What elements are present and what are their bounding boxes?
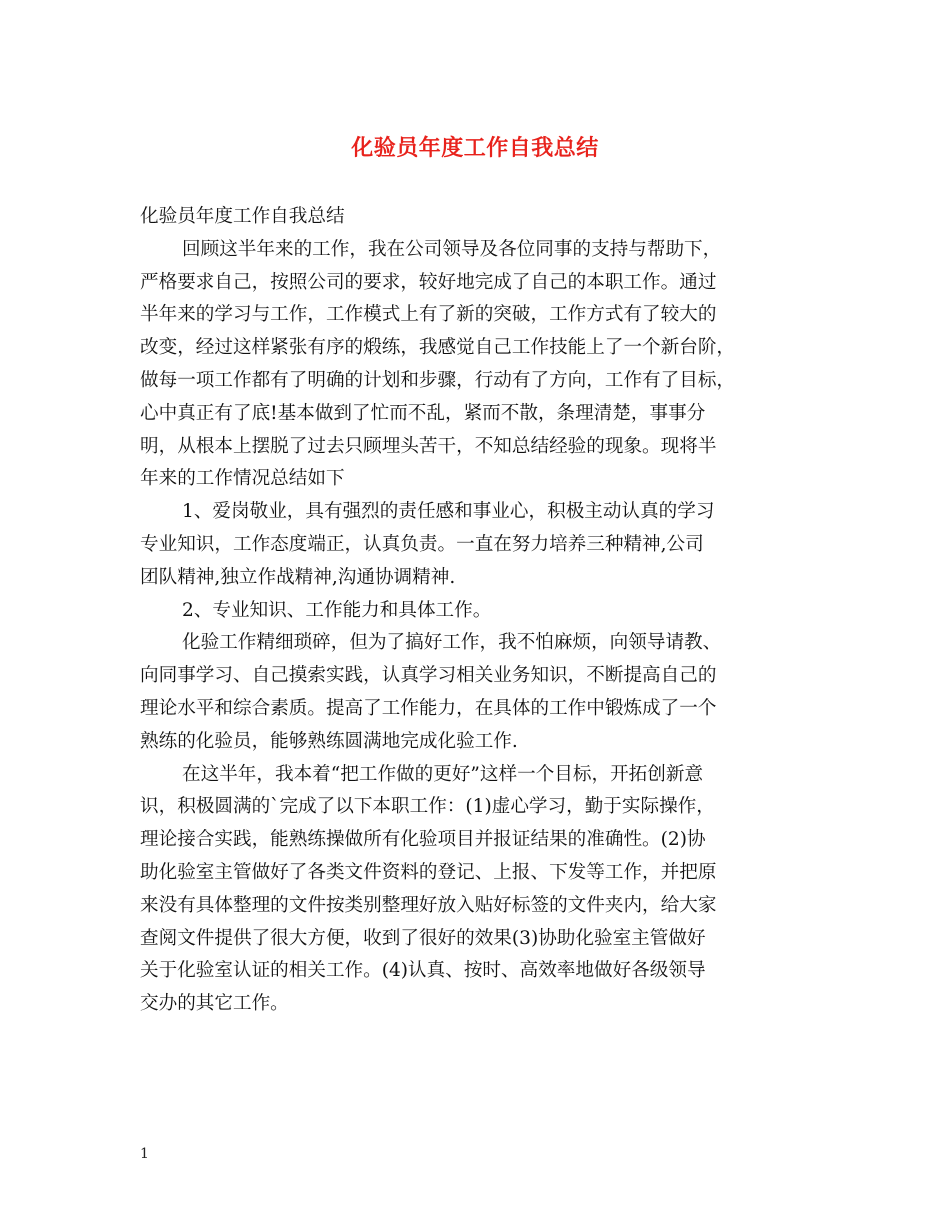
document-body bbox=[140, 201, 812, 1021]
paragraph-line: 理论水平和综合素质。提高了工作能力，在具体的工作中锻炼成了一个 bbox=[140, 697, 717, 719]
paragraph-line: 回顾这半年来的工作，我在公司领导及各位同事的支持与帮助下， bbox=[182, 238, 722, 260]
paragraph-line: 做每一项工作都有了明确的计划和步骤，行动有了方向，工作有了目标， bbox=[140, 369, 736, 391]
paragraph-line: 心中真正有了底!基本做到了忙而不乱，紧而不散，条理清楚，事事分 bbox=[140, 402, 706, 424]
paragraph-line: 1、爱岗敬业，具有强烈的责任感和事业心，积极主动认真的学习 bbox=[182, 501, 715, 523]
paragraph-line: 交办的其它工作。 bbox=[140, 993, 289, 1015]
paragraph-line: 改变，经过这样紧张有序的煅练，我感觉自己工作技能上了一个新台阶， bbox=[140, 337, 736, 359]
paragraph-line: 熟练的化验员，能够熟练圆满地完成化验工作. bbox=[140, 730, 518, 752]
paragraph-line: 助化验室主管做好了各类文件资料的登记、上报、下发等工作，并把原 bbox=[140, 861, 717, 883]
paragraph-line: 明，从根本上摆脱了过去只顾埋头苦干，不知总结经验的现象。现将半 bbox=[140, 435, 717, 457]
paragraph-line: 在这半年，我本着“把工作做的更好”这样一个目标，开拓创新意 bbox=[182, 763, 704, 785]
paragraph-line: 半年来的学习与工作，工作模式上有了新的突破，工作方式有了较大的 bbox=[140, 304, 717, 326]
paragraph-line: 查阅文件提供了很大方便，收到了很好的效果(3)协助化验室主管做好 bbox=[140, 927, 706, 949]
paragraph-line: 2、专业知识、工作能力和具体工作。 bbox=[182, 599, 492, 621]
paragraph-line: 年来的工作情况总结如下 bbox=[140, 468, 345, 490]
body-heading-line: 化验员年度工作自我总结 bbox=[140, 206, 345, 227]
paragraph-line: 严格要求自己，按照公司的要求，较好地完成了自己的本职工作。通过 bbox=[140, 271, 717, 293]
paragraph-line: 关于化验室认证的相关工作。(4)认真、按时、高效率地做好各级领导 bbox=[140, 960, 706, 982]
document-title: 化验员年度工作自我总结 bbox=[351, 135, 599, 161]
paragraph-line: 化验工作精细琐碎，但为了搞好工作，我不怕麻烦，向领导请教、 bbox=[182, 632, 722, 654]
paragraph-line: 向同事学习、自己摸索实践，认真学习相关业务知识，不断提高自己的 bbox=[140, 665, 717, 687]
page-number: 1 bbox=[140, 1146, 149, 1162]
paragraph-line: 识，积极圆满的`完成了以下本职工作：(1)虚心学习，勤于实际操作， bbox=[140, 796, 715, 818]
paragraph-line: 专业知识，工作态度端正，认真负责。一直在努力培养三种精神,公司 bbox=[140, 533, 704, 555]
paragraph-line: 理论接合实践，能熟练操做所有化验项目并报证结果的准确性。(2)协 bbox=[140, 829, 706, 851]
paragraph-line: 来没有具体整理的文件按类别整理好放入贴好标签的文件夹内，给大家 bbox=[140, 894, 717, 916]
paragraph-line: 团队精神,独立作战精神,沟通协调精神. bbox=[140, 566, 456, 588]
